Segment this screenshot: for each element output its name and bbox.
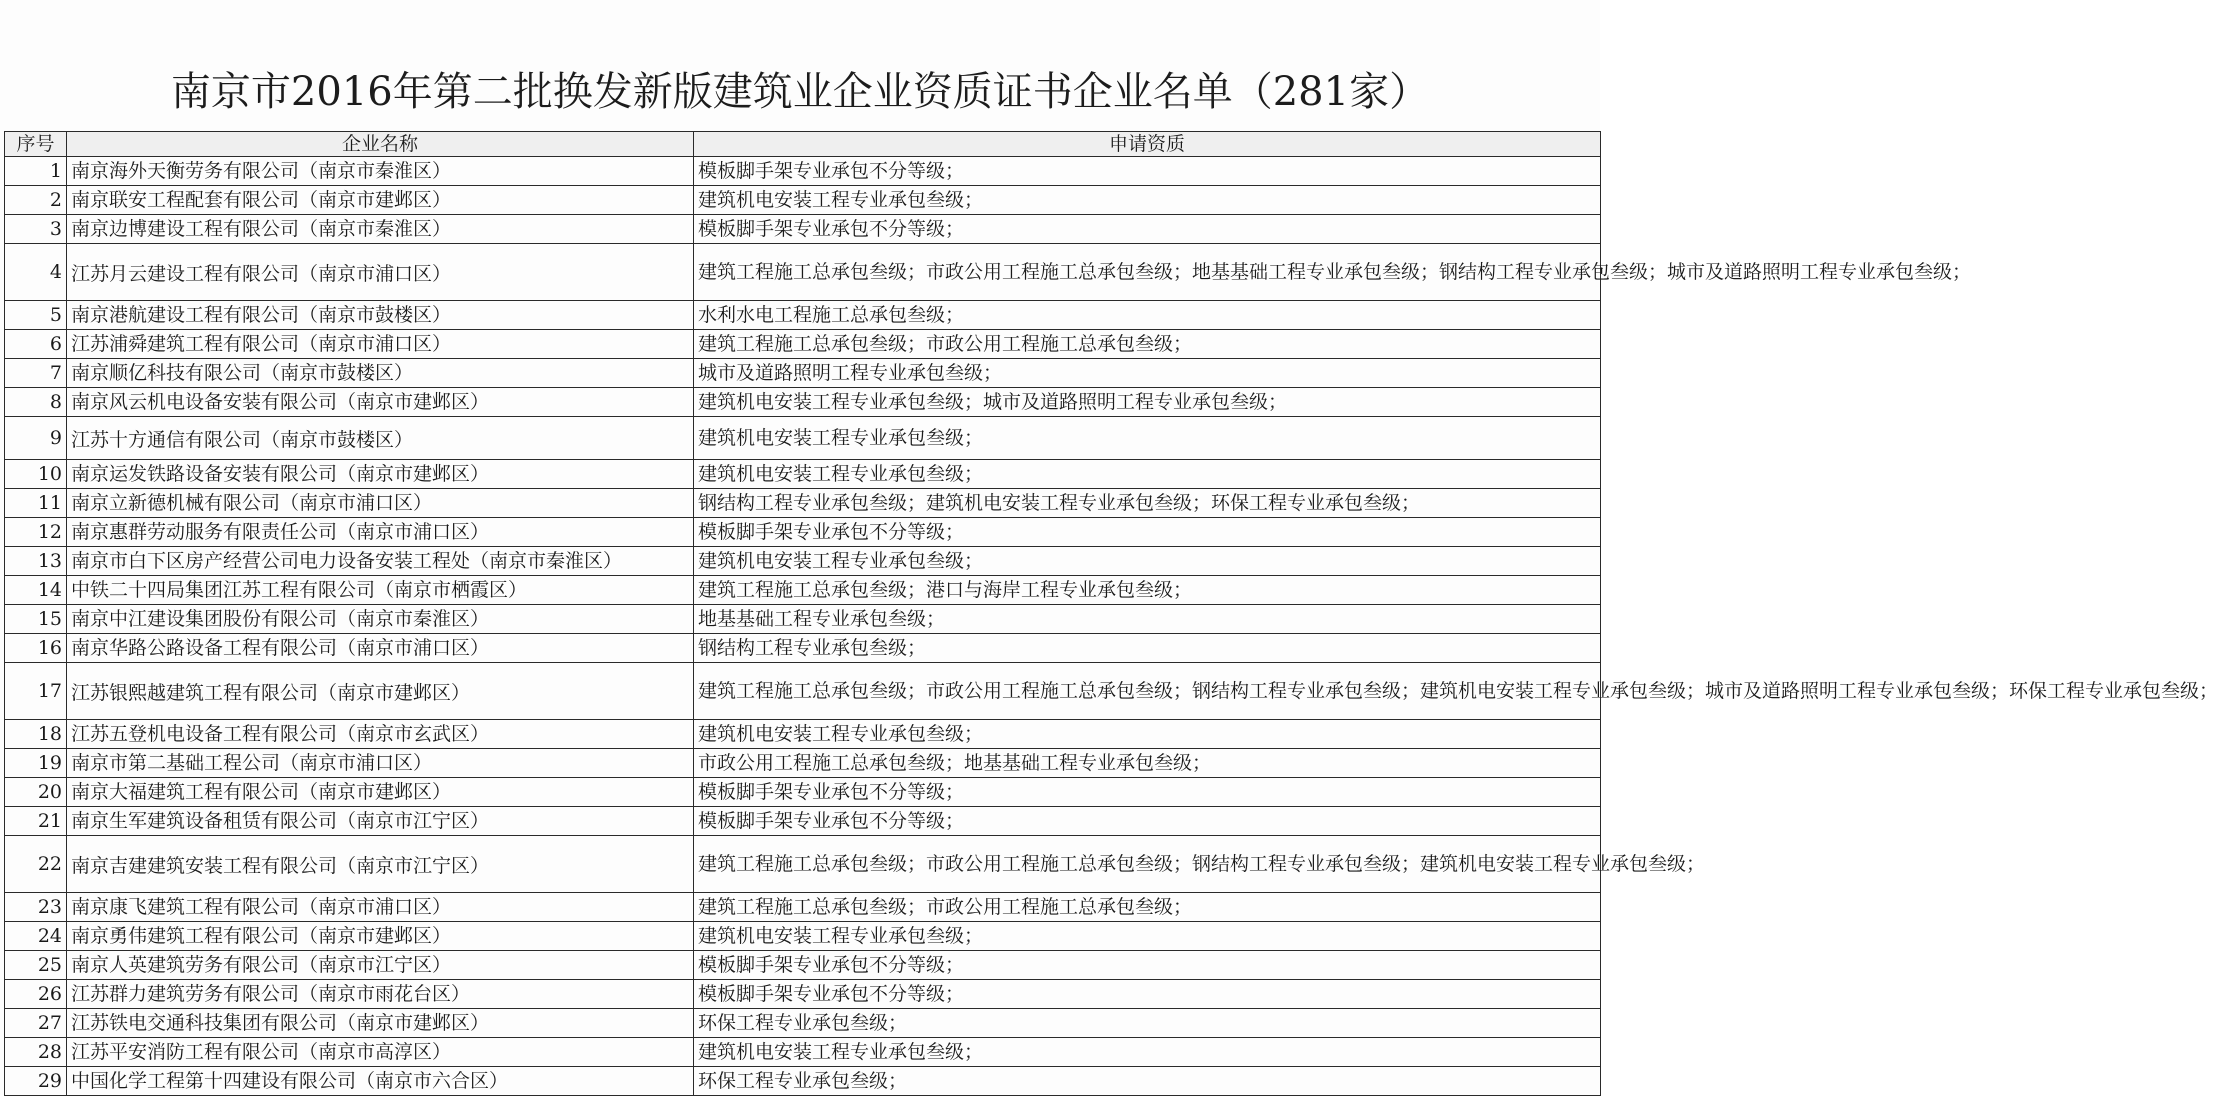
table-row [5,489,1601,518]
row-company-name: 江苏平安消防工程有限公司（南京市高淳区） [67,1038,694,1067]
row-serial-number: 26 [5,980,67,1009]
row-company-name: 南京大福建筑工程有限公司（南京市建邺区） [67,778,694,807]
row-serial-number: 3 [5,215,67,244]
row-company-name: 南京市白下区房产经营公司电力设备安装工程处（南京市秦淮区） [67,547,694,576]
row-company-name: 江苏月云建设工程有限公司（南京市浦口区） [67,244,694,301]
row-qualification: 建筑工程施工总承包叁级；港口与海岸工程专业承包叁级； [694,576,1601,605]
row-company-name: 南京顺亿科技有限公司（南京市鼓楼区） [67,359,694,388]
row-company-name: 南京边博建设工程有限公司（南京市秦淮区） [67,215,694,244]
row-qualification: 建筑机电安装工程专业承包叁级； [694,547,1601,576]
row-company-name: 中铁二十四局集团江苏工程有限公司（南京市栖霞区） [67,576,694,605]
table-row [5,720,1601,749]
row-qualification: 环保工程专业承包叁级； [694,1009,1601,1038]
row-serial-number: 21 [5,807,67,836]
row-serial-number: 5 [5,301,67,330]
table-row [5,922,1601,951]
table-row [5,576,1601,605]
row-company-name: 江苏银熙越建筑工程有限公司（南京市建邺区） [67,663,694,720]
row-qualification: 模板脚手架专业承包不分等级； [694,807,1601,836]
table-row [5,663,1601,720]
row-serial-number: 24 [5,922,67,951]
header-company-name: 企业名称 [67,132,694,157]
row-qualification: 建筑机电安装工程专业承包叁级； [694,922,1601,951]
table-row [5,460,1601,489]
row-qualification: 建筑机电安装工程专业承包叁级；城市及道路照明工程专业承包叁级； [694,388,1601,417]
table-row [5,330,1601,359]
table-row [5,547,1601,576]
row-company-name: 江苏五登机电设备工程有限公司（南京市玄武区） [67,720,694,749]
row-qualification: 环保工程专业承包叁级； [694,1067,1601,1096]
table-body [5,157,2218,1096]
table-row [5,749,1601,778]
row-company-name: 南京海外天衡劳务有限公司（南京市秦淮区） [67,157,694,186]
row-serial-number: 29 [5,1067,67,1096]
table-row [5,186,1601,215]
row-company-name: 南京市第二基础工程公司（南京市浦口区） [67,749,694,778]
row-qualification: 模板脚手架专业承包不分等级； [694,951,1601,980]
row-company-name: 南京人英建筑劳务有限公司（南京市江宁区） [67,951,694,980]
row-qualification: 建筑机电安装工程专业承包叁级； [694,186,1601,215]
company-qualification-table [4,131,2218,1096]
row-qualification: 建筑工程施工总承包叁级；市政公用工程施工总承包叁级；钢结构工程专业承包叁级；建筑机电安装工程专业承包叁级； [694,836,1601,893]
table-row [5,157,1601,186]
table-row [5,836,1601,893]
row-company-name: 江苏铁电交通科技集团有限公司（南京市建邺区） [67,1009,694,1038]
row-qualification: 建筑工程施工总承包叁级；市政公用工程施工总承包叁级；钢结构工程专业承包叁级；建筑机电安装工程专业承包叁级；城市及道路照明工程专业承包叁级；环保工程专业承包叁级； [694,663,1601,720]
row-company-name: 江苏十方通信有限公司（南京市鼓楼区） [67,417,694,460]
row-company-name: 南京华路公路设备工程有限公司（南京市浦口区） [67,634,694,663]
row-qualification: 模板脚手架专业承包不分等级； [694,518,1601,547]
row-qualification: 地基基础工程专业承包叁级； [694,605,1601,634]
row-serial-number: 4 [5,244,67,301]
row-serial-number: 18 [5,720,67,749]
table-row [5,301,1601,330]
table-row [5,518,1601,547]
row-qualification: 模板脚手架专业承包不分等级； [694,215,1601,244]
row-qualification: 建筑机电安装工程专业承包叁级； [694,460,1601,489]
row-qualification: 市政公用工程施工总承包叁级；地基基础工程专业承包叁级； [694,749,1601,778]
row-company-name: 江苏浦舜建筑工程有限公司（南京市浦口区） [67,330,694,359]
row-serial-number: 13 [5,547,67,576]
row-serial-number: 17 [5,663,67,720]
table-row [5,388,1601,417]
row-serial-number: 19 [5,749,67,778]
row-company-name: 南京生军建筑设备租赁有限公司（南京市江宁区） [67,807,694,836]
row-serial-number: 1 [5,157,67,186]
row-serial-number: 20 [5,778,67,807]
table-row [5,634,1601,663]
table-row [5,605,1601,634]
row-serial-number: 10 [5,460,67,489]
row-qualification: 钢结构工程专业承包叁级； [694,634,1601,663]
table-row [5,215,1601,244]
table-row [5,778,1601,807]
row-serial-number: 16 [5,634,67,663]
row-qualification: 模板脚手架专业承包不分等级； [694,778,1601,807]
row-serial-number: 9 [5,417,67,460]
row-serial-number: 27 [5,1009,67,1038]
header-qualification: 申请资质 [694,132,1601,157]
row-qualification: 模板脚手架专业承包不分等级； [694,980,1601,1009]
row-qualification: 城市及道路照明工程专业承包叁级； [694,359,1601,388]
table-row [5,951,1601,980]
row-company-name: 南京吉建建筑安装工程有限公司（南京市江宁区） [67,836,694,893]
row-company-name: 南京中江建设集团股份有限公司（南京市秦淮区） [67,605,694,634]
document-title: 南京市2016年第二批换发新版建筑业企业资质证书企业名单（281家） [170,69,1430,115]
row-serial-number: 25 [5,951,67,980]
row-serial-number: 23 [5,893,67,922]
row-qualification: 建筑机电安装工程专业承包叁级； [694,1038,1601,1067]
table-row [5,417,1601,460]
row-company-name: 南京风云机电设备安装有限公司（南京市建邺区） [67,388,694,417]
row-serial-number: 15 [5,605,67,634]
row-qualification: 水利水电工程施工总承包叁级； [694,301,1601,330]
row-qualification: 模板脚手架专业承包不分等级； [694,157,1601,186]
row-company-name: 中国化学工程第十四建设有限公司（南京市六合区） [67,1067,694,1096]
row-qualification: 建筑机电安装工程专业承包叁级； [694,720,1601,749]
row-serial-number: 14 [5,576,67,605]
row-serial-number: 2 [5,186,67,215]
row-company-name: 南京康飞建筑工程有限公司（南京市浦口区） [67,893,694,922]
row-company-name: 南京联安工程配套有限公司（南京市建邺区） [67,186,694,215]
row-qualification: 建筑工程施工总承包叁级；市政公用工程施工总承包叁级； [694,330,1601,359]
row-company-name: 南京港航建设工程有限公司（南京市鼓楼区） [67,301,694,330]
row-qualification: 建筑机电安装工程专业承包叁级； [694,417,1601,460]
table-row [5,893,1601,922]
header-serial-number: 序号 [5,132,67,157]
table-row [5,1067,1601,1096]
table-row [5,1038,1601,1067]
table-row [5,980,1601,1009]
row-serial-number: 22 [5,836,67,893]
table-row [5,807,1601,836]
row-serial-number: 28 [5,1038,67,1067]
row-company-name: 南京惠群劳动服务有限责任公司（南京市浦口区） [67,518,694,547]
row-serial-number: 8 [5,388,67,417]
row-serial-number: 12 [5,518,67,547]
row-company-name: 南京勇伟建筑工程有限公司（南京市建邺区） [67,922,694,951]
row-company-name: 南京运发铁路设备安装有限公司（南京市建邺区） [67,460,694,489]
table-header-row [5,132,1601,157]
row-company-name: 南京立新德机械有限公司（南京市浦口区） [67,489,694,518]
row-serial-number: 7 [5,359,67,388]
table-row [5,359,1601,388]
row-qualification: 建筑工程施工总承包叁级；市政公用工程施工总承包叁级； [694,893,1601,922]
row-serial-number: 6 [5,330,67,359]
table-row [5,1009,1601,1038]
row-qualification: 钢结构工程专业承包叁级；建筑机电安装工程专业承包叁级；环保工程专业承包叁级； [694,489,1601,518]
row-qualification: 建筑工程施工总承包叁级；市政公用工程施工总承包叁级；地基基础工程专业承包叁级；钢结构工程专业承包叁级；城市及道路照明工程专业承包叁级； [694,244,1601,301]
row-company-name: 江苏群力建筑劳务有限公司（南京市雨花台区） [67,980,694,1009]
row-serial-number: 11 [5,489,67,518]
table-row [5,244,1601,301]
